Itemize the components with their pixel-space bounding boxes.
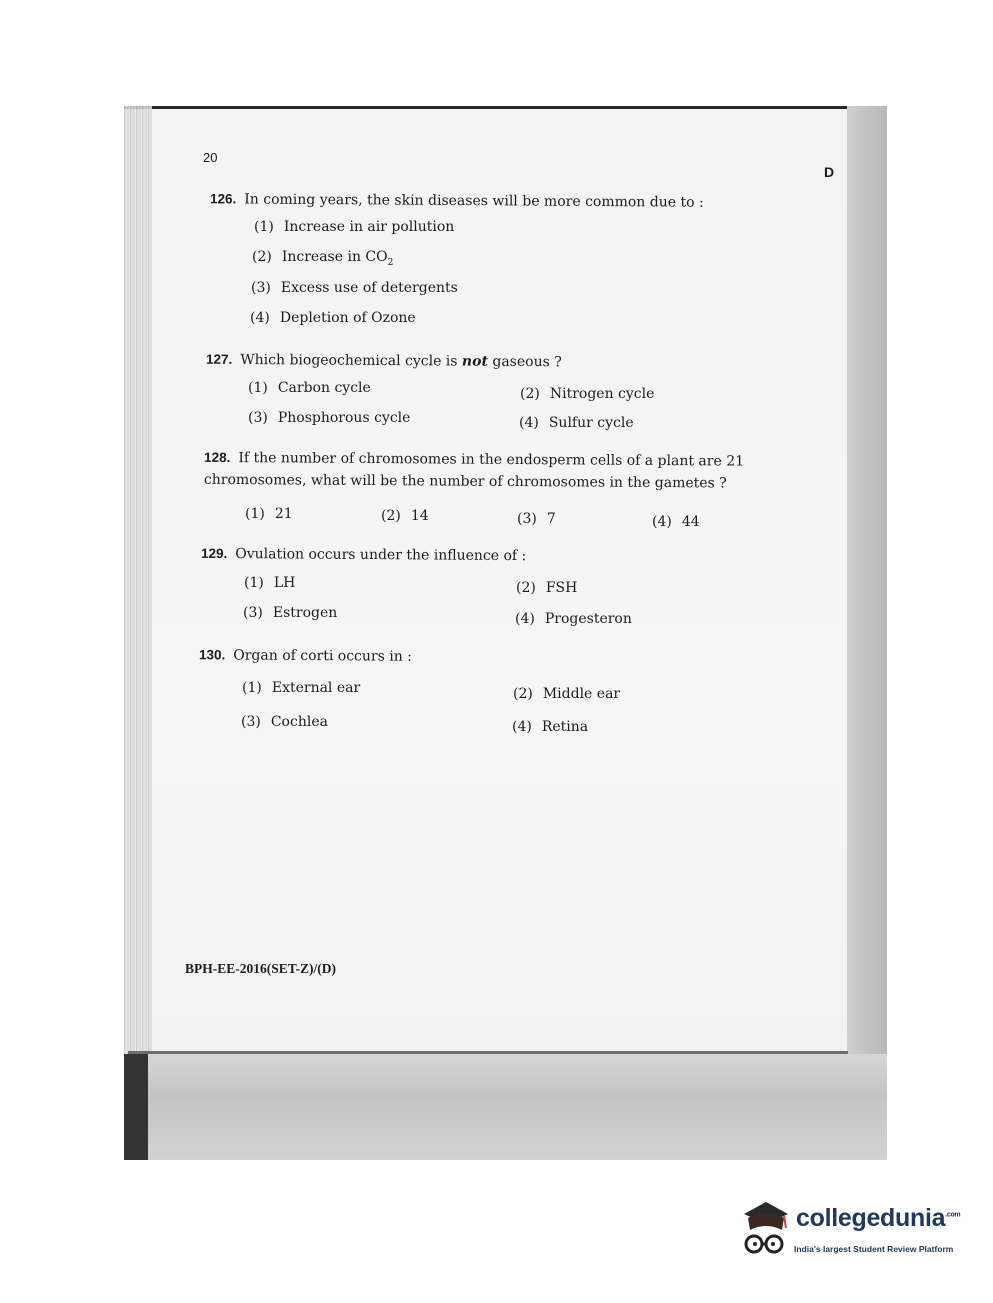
scanned-page: [124, 106, 887, 1160]
option: (2) FSH: [516, 580, 578, 596]
option: (1) Increase in air pollution: [254, 219, 455, 235]
page-bottom-edge: [128, 1051, 848, 1054]
option: (4) Depletion of Ozone: [250, 310, 416, 326]
scanner-bottom-band: [124, 1054, 887, 1160]
option: (2) Middle ear: [513, 686, 621, 702]
option: (4) Progesteron: [515, 611, 632, 627]
collegedunia-logo[interactable]: [736, 1196, 966, 1266]
option: (3) Excess use of detergents: [251, 280, 458, 296]
option: (3) Estrogen: [243, 605, 338, 621]
page-stack-edge: [124, 106, 152, 1061]
question-number: 126.: [209, 191, 237, 207]
option: (1) LH: [244, 575, 296, 591]
question-text: In coming years, the skin diseases will be more common due to :: [244, 191, 704, 211]
scanner-margin: [847, 106, 887, 1160]
option: (2) 14: [381, 508, 429, 524]
question-126: [210, 188, 704, 213]
option: (4) Retina: [512, 719, 589, 735]
page-number: 20: [203, 150, 218, 165]
question-number: 129.: [200, 545, 228, 562]
question-127: 127. Which biogeochemical cycle is not gaseous ?: [205, 351, 562, 371]
question-129: 129. Ovulation occurs under the influence of :: [200, 545, 527, 565]
top-border: [124, 106, 887, 109]
question-number: 128.: [204, 449, 231, 466]
footer-code: BPH-EE-2016(SET-Z)/(D): [185, 961, 337, 976]
option: (3) Phosphorous cycle: [248, 410, 411, 426]
set-code: D: [824, 164, 835, 180]
option: (3) 7: [517, 511, 556, 527]
option: (3) Cochlea: [241, 714, 328, 730]
question-128: 128. If the number of chromosomes in the endosperm cells of a plant are 21 chromosomes, what will be the number of chromosomes in the gametes ?: [203, 449, 745, 492]
logo-tagline: India's largest Student Review Platform: [794, 1244, 954, 1254]
option: (1) External ear: [242, 680, 361, 696]
logo-wordmark: collegedunia$^{.com}$: [796, 1204, 961, 1232]
question-130: 130. Organ of corti occurs in :: [198, 647, 412, 665]
mascot-icon: [736, 1196, 796, 1266]
option: (2) Increase in $CO_2$: [252, 249, 394, 268]
option: (4) Sulfur cycle: [519, 415, 634, 431]
option: (2) Nitrogen cycle: [520, 386, 655, 402]
question-number: 127.: [205, 351, 233, 367]
option: (1) Carbon cycle: [248, 380, 371, 396]
question-number: 130.: [198, 647, 226, 663]
option: (4) 44: [652, 514, 700, 530]
option: (1) 21: [245, 506, 293, 522]
